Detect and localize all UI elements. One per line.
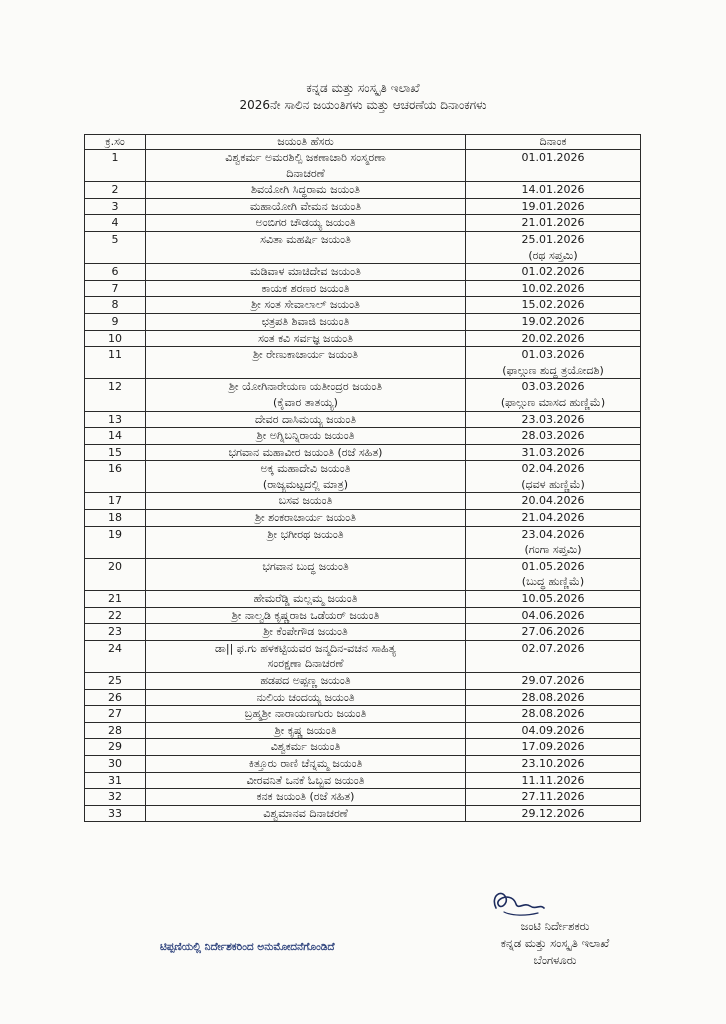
jayanti-name-cell <box>146 805 466 822</box>
table-row <box>85 150 641 182</box>
column-header-date: ದಿನಾಂಕ <box>466 135 641 150</box>
date-cell <box>466 428 641 445</box>
jayanti-name-line: ಬಸವ ಜಯಂತಿ <box>278 494 333 508</box>
jayanti-name-cell <box>146 689 466 706</box>
date-value: 01.02.2026 <box>521 265 585 279</box>
department-title: ಕನ್ನಡ ಮತ್ತು ಸಂಸ್ಕೃತಿ ಇಲಾಖೆ <box>306 81 420 95</box>
date-cell <box>466 706 641 723</box>
date-cell <box>466 297 641 314</box>
date-value: 29.12.2026 <box>521 806 585 820</box>
table-row <box>85 280 641 297</box>
jayanti-name-cell <box>146 330 466 347</box>
jayanti-name-cell <box>146 558 466 590</box>
table-row <box>85 428 641 445</box>
date-note: (ಫಾಲ್ಗುಣ ಶುದ್ಧ ತ್ರಯೋದಶಿ) <box>502 363 604 377</box>
jayanti-name-cell <box>146 739 466 756</box>
serial-number-cell: 10 <box>85 330 146 347</box>
serial-number-cell: 17 <box>85 493 146 510</box>
jayanti-name-line: ಬ್ರಹ್ಮಶ್ರೀ ನಾರಾಯಣಗುರು ಜಯಂತಿ <box>244 707 367 721</box>
table-row <box>85 444 641 461</box>
date-value: 20.04.2026 <box>521 494 585 508</box>
date-cell <box>466 411 641 428</box>
date-value: 23.10.2026 <box>521 756 585 770</box>
date-value: 15.02.2026 <box>521 298 585 312</box>
serial-number-cell: 9 <box>85 313 146 330</box>
table-row <box>85 215 641 232</box>
date-value: 17.09.2026 <box>521 740 585 754</box>
jayanti-name-line: ಶಿವಯೋಗಿ ಸಿದ್ಧರಾಮ ಜಯಂತಿ <box>251 183 360 197</box>
table-row <box>85 805 641 822</box>
date-value: 25.01.2026 <box>521 232 585 246</box>
jayanti-name-cell <box>146 231 466 263</box>
table-body <box>85 150 641 822</box>
jayanti-name-cell <box>146 347 466 379</box>
date-note: (ಬುದ್ಧ ಹುಣ್ಣಿಮೆ) <box>521 575 585 589</box>
serial-number-cell: 3 <box>85 198 146 215</box>
date-value: 28.08.2026 <box>521 690 585 704</box>
date-cell <box>466 673 641 690</box>
jayanti-name-line: ಸಂತ ಕವಿ ಸರ್ವಜ್ಞ ಜಯಂತಿ <box>258 331 353 345</box>
serial-number-cell: 31 <box>85 772 146 789</box>
jayanti-name-line: ವೀರವನಿತೆ ಒನಕೆ ಓಬ್ಬವ ಜಯಂತಿ <box>246 773 365 787</box>
date-value: 28.03.2026 <box>521 429 585 443</box>
date-cell <box>466 150 641 182</box>
serial-number-cell: 29 <box>85 739 146 756</box>
jayanti-name-cell <box>146 428 466 445</box>
document-title: 2026ನೇ ಸಾಲಿನ ಜಯಂತಿಗಳು ಮತ್ತು ಆಚರಣೆಯ ದಿನಾಂಕಗಳು <box>239 98 487 112</box>
jayanti-name-cell <box>146 182 466 199</box>
jayanti-name-line: ಕಿತ್ತೂರು ರಾಣಿ ಚೆನ್ನಮ್ಮ ಜಯಂತಿ <box>248 756 363 770</box>
jayanti-name-cell <box>146 297 466 314</box>
date-value: 04.09.2026 <box>521 723 585 737</box>
serial-number-cell: 8 <box>85 297 146 314</box>
table-row <box>85 493 641 510</box>
jayanti-name-cell <box>146 264 466 281</box>
jayanti-name-cell <box>146 150 466 182</box>
date-value: 27.11.2026 <box>521 790 585 804</box>
jayanti-name-cell <box>146 624 466 641</box>
date-value: 23.03.2026 <box>521 412 585 426</box>
date-cell <box>466 739 641 756</box>
jayanti-name-cell <box>146 607 466 624</box>
jayanti-name-cell <box>146 215 466 232</box>
serial-number-cell: 23 <box>85 624 146 641</box>
column-header-serial: ಕ್ರ.ಸಂ <box>85 135 146 150</box>
date-value: 20.02.2026 <box>521 331 585 345</box>
serial-number-cell: 24 <box>85 640 146 672</box>
document-header <box>0 80 726 114</box>
serial-number-cell: 2 <box>85 182 146 199</box>
jayanti-name-line: ದೇವರ ದಾಸಿಮಯ್ಯ ಜಯಂತಿ <box>254 412 357 426</box>
date-cell <box>466 607 641 624</box>
jayanti-name-line: ಶ್ರೀ ಶಂಕರಾಚಾರ್ಯ ಜಯಂತಿ <box>255 511 356 525</box>
jayanti-name-line: ಸವಿತಾ ಮಹರ್ಷಿ ಜಯಂತಿ <box>260 232 351 246</box>
date-value: 21.04.2026 <box>521 511 585 525</box>
date-cell <box>466 264 641 281</box>
date-cell <box>466 558 641 590</box>
jayanti-name-cell <box>146 313 466 330</box>
serial-number-cell: 15 <box>85 444 146 461</box>
jayanti-name-line: ಭಗವಾನ ಬುದ್ಧ ಜಯಂತಿ <box>262 559 349 573</box>
table-row <box>85 313 641 330</box>
jayanti-name-line: ಶ್ರೀ ಕೆಂಪೇಗೌಡ ಜಯಂತಿ <box>263 625 348 639</box>
jayanti-name-cell <box>146 706 466 723</box>
jayanti-name-line: ನುಲಿಯ ಚಂದಯ್ಯ ಜಯಂತಿ <box>256 690 355 704</box>
signatory-city: ಬೆಂಗಳೂರು <box>533 953 577 967</box>
date-cell <box>466 379 641 411</box>
jayanti-name-line: ದಿನಾಚರಣೆ <box>286 166 325 180</box>
table-row <box>85 558 641 590</box>
date-value: 01.05.2026 <box>521 559 585 573</box>
table-row <box>85 510 641 527</box>
jayanti-name-cell <box>146 493 466 510</box>
serial-number-cell: 1 <box>85 150 146 182</box>
table-row <box>85 411 641 428</box>
date-cell <box>466 789 641 806</box>
jayanti-name-cell <box>146 591 466 608</box>
table-row <box>85 264 641 281</box>
jayanti-name-cell <box>146 526 466 558</box>
table-row <box>85 379 641 411</box>
serial-number-cell: 13 <box>85 411 146 428</box>
jayanti-name-cell <box>146 461 466 493</box>
serial-number-cell: 19 <box>85 526 146 558</box>
jayanti-name-cell <box>146 510 466 527</box>
jayanti-name-line: ವಿಶ್ವಕರ್ಮ ಜಯಂತಿ <box>270 740 341 754</box>
jayanti-name-line: ಛತ್ರಪತಿ ಶಿವಾಜಿ ಜಯಂತಿ <box>261 314 350 328</box>
date-value: 31.03.2026 <box>521 445 585 459</box>
date-value: 29.07.2026 <box>521 674 585 687</box>
serial-number-cell: 32 <box>85 789 146 806</box>
table-row <box>85 706 641 723</box>
serial-number-cell: 4 <box>85 215 146 232</box>
jayanti-name-cell <box>146 640 466 672</box>
date-cell <box>466 722 641 739</box>
table-row <box>85 330 641 347</box>
signature <box>486 886 546 920</box>
date-value: 01.03.2026 <box>521 348 585 362</box>
table-row <box>85 673 641 690</box>
date-value: 11.11.2026 <box>521 773 585 787</box>
date-cell <box>466 280 641 297</box>
serial-number-cell: 30 <box>85 755 146 772</box>
date-cell <box>466 526 641 558</box>
table-header-row <box>85 135 641 150</box>
date-value: 19.01.2026 <box>521 199 585 213</box>
jayanti-name-line: ಶ್ರೀ ಭಗೀರಥ ಜಯಂತಿ <box>267 527 344 541</box>
table-row <box>85 182 641 199</box>
date-cell <box>466 624 641 641</box>
date-value: 03.03.2026 <box>521 380 585 394</box>
table-row <box>85 607 641 624</box>
table-row <box>85 624 641 641</box>
serial-number-cell: 22 <box>85 607 146 624</box>
table-row <box>85 526 641 558</box>
serial-number-cell: 14 <box>85 428 146 445</box>
jayanti-name-line: ಕಾಯಕ ಶರಣರ ಜಯಂತಿ <box>261 281 350 295</box>
date-cell <box>466 591 641 608</box>
date-value: 14.01.2026 <box>521 183 585 197</box>
jayanti-name-cell <box>146 379 466 411</box>
date-value: 21.01.2026 <box>521 216 585 230</box>
jayanti-name-line: ಮಡಿವಾಳ ಮಾಚಿದೇವ ಜಯಂತಿ <box>250 265 361 279</box>
jayanti-name-line: ವಿಶ್ವಕರ್ಮ ಅಮರಶಿಲ್ಪಿ ಜಕಣಾಚಾರಿ ಸಂಸ್ಮರಣಾ <box>225 151 386 164</box>
table-row <box>85 772 641 789</box>
jayanti-name-cell <box>146 411 466 428</box>
table-row <box>85 347 641 379</box>
serial-number-cell: 12 <box>85 379 146 411</box>
jayanti-name-line: ಶ್ರೀ ಸಂತ ಸೇವಾಲಾಲ್ ಜಯಂತಿ <box>251 298 360 312</box>
jayanti-name-line: ಅಕ್ಕ ಮಹಾದೇವಿ ಜಯಂತಿ <box>260 462 351 476</box>
date-note: (ಗಂಗಾ ಸಪ್ತಮಿ) <box>524 543 582 557</box>
serial-number-cell: 28 <box>85 722 146 739</box>
serial-number-cell: 33 <box>85 805 146 822</box>
table-row <box>85 198 641 215</box>
jayanti-name-cell <box>146 772 466 789</box>
serial-number-cell: 18 <box>85 510 146 527</box>
jayanti-name-line: ಶ್ರೀ ಯೋಗಿನಾರೇಯಣ ಯತೀಂದ್ರರ ಜಯಂತಿ <box>228 380 383 394</box>
date-cell <box>466 510 641 527</box>
date-cell <box>466 198 641 215</box>
date-value: 02.07.2026 <box>521 641 585 655</box>
serial-number-cell: 6 <box>85 264 146 281</box>
serial-number-cell: 20 <box>85 558 146 590</box>
approval-stamp: ಟಿಪ್ಪಣಿಯಲ್ಲಿ ನಿರ್ದೇಶಕರಿಂದ ಅನುಮೋದನೆಗೊಂಡಿದೆ <box>160 941 335 953</box>
serial-number-cell: 16 <box>85 461 146 493</box>
table-row <box>85 297 641 314</box>
date-cell <box>466 461 641 493</box>
jayanti-name-line: (ರಾಜ್ಯಮಟ್ಟದಲ್ಲಿ ಮಾತ್ರ) <box>262 477 349 491</box>
table-row <box>85 789 641 806</box>
date-value: 27.06.2026 <box>521 625 585 639</box>
jayanti-name-line: ಭಗವಾನ ಮಹಾವೀರ ಜಯಂತಿ (ರಜೆ ಸಹಿತ) <box>228 445 383 459</box>
jayanti-name-cell <box>146 722 466 739</box>
serial-number-cell: 26 <box>85 689 146 706</box>
jayanti-name-cell <box>146 789 466 806</box>
jayanti-name-line: ಹಡಪದ ಅಪ್ಪಣ್ಣ ಜಯಂತಿ <box>260 674 351 687</box>
jayanti-name-cell <box>146 444 466 461</box>
jayanti-name-line: (ಕೈವಾರ ತಾತಯ್ಯ) <box>273 395 338 409</box>
date-note: (ಫಾಲ್ಗುಣ ಮಾಸದ ಹುಣ್ಣಿಮೆ) <box>500 395 606 409</box>
date-cell <box>466 347 641 379</box>
signatory-block <box>440 918 670 969</box>
date-value: 19.02.2026 <box>521 314 585 328</box>
date-cell <box>466 805 641 822</box>
date-cell <box>466 330 641 347</box>
date-cell <box>466 313 641 330</box>
date-cell <box>466 444 641 461</box>
date-value: 28.08.2026 <box>521 707 585 721</box>
date-value: 23.04.2026 <box>521 527 585 541</box>
serial-number-cell: 5 <box>85 231 146 263</box>
date-value: 10.02.2026 <box>521 281 585 295</box>
date-note: (ಧವಳ ಹುಣ್ಣಿಮೆ) <box>521 477 585 491</box>
jayanti-name-line: ಹೇಮರೆಡ್ಡಿ ಮಲ್ಲಮ್ಮ ಜಯಂತಿ <box>253 592 358 606</box>
date-value: 02.04.2026 <box>521 462 585 476</box>
table-row <box>85 755 641 772</box>
jayanti-name-line: ಕನಕ ಜಯಂತಿ (ರಜೆ ಸಹಿತ) <box>256 790 355 804</box>
signatory-department: ಕನ್ನಡ ಮತ್ತು ಸಂಸ್ಕೃತಿ ಇಲಾಖೆ <box>500 936 610 950</box>
jayanti-name-cell <box>146 280 466 297</box>
jayanti-schedule-table <box>84 134 641 822</box>
serial-number-cell: 7 <box>85 280 146 297</box>
signatory-designation: ಜಂಟಿ ನಿರ್ದೇಶಕರು <box>520 919 590 933</box>
jayanti-name-cell <box>146 198 466 215</box>
jayanti-name-line: ಶ್ರೀ ಕೃಷ್ಣ ಜಯಂತಿ <box>274 723 337 737</box>
date-cell <box>466 772 641 789</box>
table-row <box>85 640 641 672</box>
date-cell <box>466 182 641 199</box>
jayanti-name-cell <box>146 755 466 772</box>
date-cell <box>466 755 641 772</box>
column-header-name: ಜಯಂತಿ ಹೆಸರು <box>146 135 466 150</box>
date-cell <box>466 231 641 263</box>
jayanti-name-line: ಸಂರಕ್ಷಣಾ ದಿನಾಚರಣೆ <box>267 657 344 671</box>
jayanti-name-line: ಶ್ರೀ ಅಗ್ನಿಬನ್ನಿರಾಯ ಜಯಂತಿ <box>256 429 355 443</box>
date-cell <box>466 493 641 510</box>
jayanti-name-line: ಶ್ರೀ ರೇಣುಕಾಚಾರ್ಯ ಜಯಂತಿ <box>253 348 358 362</box>
date-cell <box>466 215 641 232</box>
jayanti-name-line: ಮಹಾಯೋಗಿ ವೇಮನ ಜಯಂತಿ <box>249 199 362 213</box>
table-row <box>85 591 641 608</box>
date-value: 01.01.2026 <box>521 151 585 164</box>
table-row <box>85 231 641 263</box>
date-value: 04.06.2026 <box>521 608 585 622</box>
table-row <box>85 461 641 493</box>
table-row <box>85 739 641 756</box>
serial-number-cell: 25 <box>85 673 146 690</box>
table-row <box>85 689 641 706</box>
date-note: (ರಥ ಸಪ್ತಮಿ) <box>528 248 578 262</box>
serial-number-cell: 27 <box>85 706 146 723</box>
jayanti-name-line: ಶ್ರೀ ನಾಲ್ವಡಿ ಕೃಷ್ಣರಾಜ ಒಡೆಯರ್ ಜಯಂತಿ <box>231 608 380 622</box>
date-cell <box>466 640 641 672</box>
jayanti-name-line: ವಿಶ್ವಮಾನವ ದಿನಾಚರಣೆ <box>263 806 348 820</box>
date-cell <box>466 689 641 706</box>
table-row <box>85 722 641 739</box>
jayanti-name-line: ಅಂಬಿಗರ ಚೌಡಯ್ಯ ಜಯಂತಿ <box>255 216 356 230</box>
serial-number-cell: 11 <box>85 347 146 379</box>
serial-number-cell: 21 <box>85 591 146 608</box>
jayanti-name-line: ಡಾ|| ಫ.ಗು ಹಳಕಟ್ಟಿಯವರ ಜನ್ಮದಿನ-ವಚನ ಸಾಹಿತ್ಯ <box>215 641 396 655</box>
date-value: 10.05.2026 <box>521 592 585 606</box>
jayanti-name-cell <box>146 673 466 690</box>
